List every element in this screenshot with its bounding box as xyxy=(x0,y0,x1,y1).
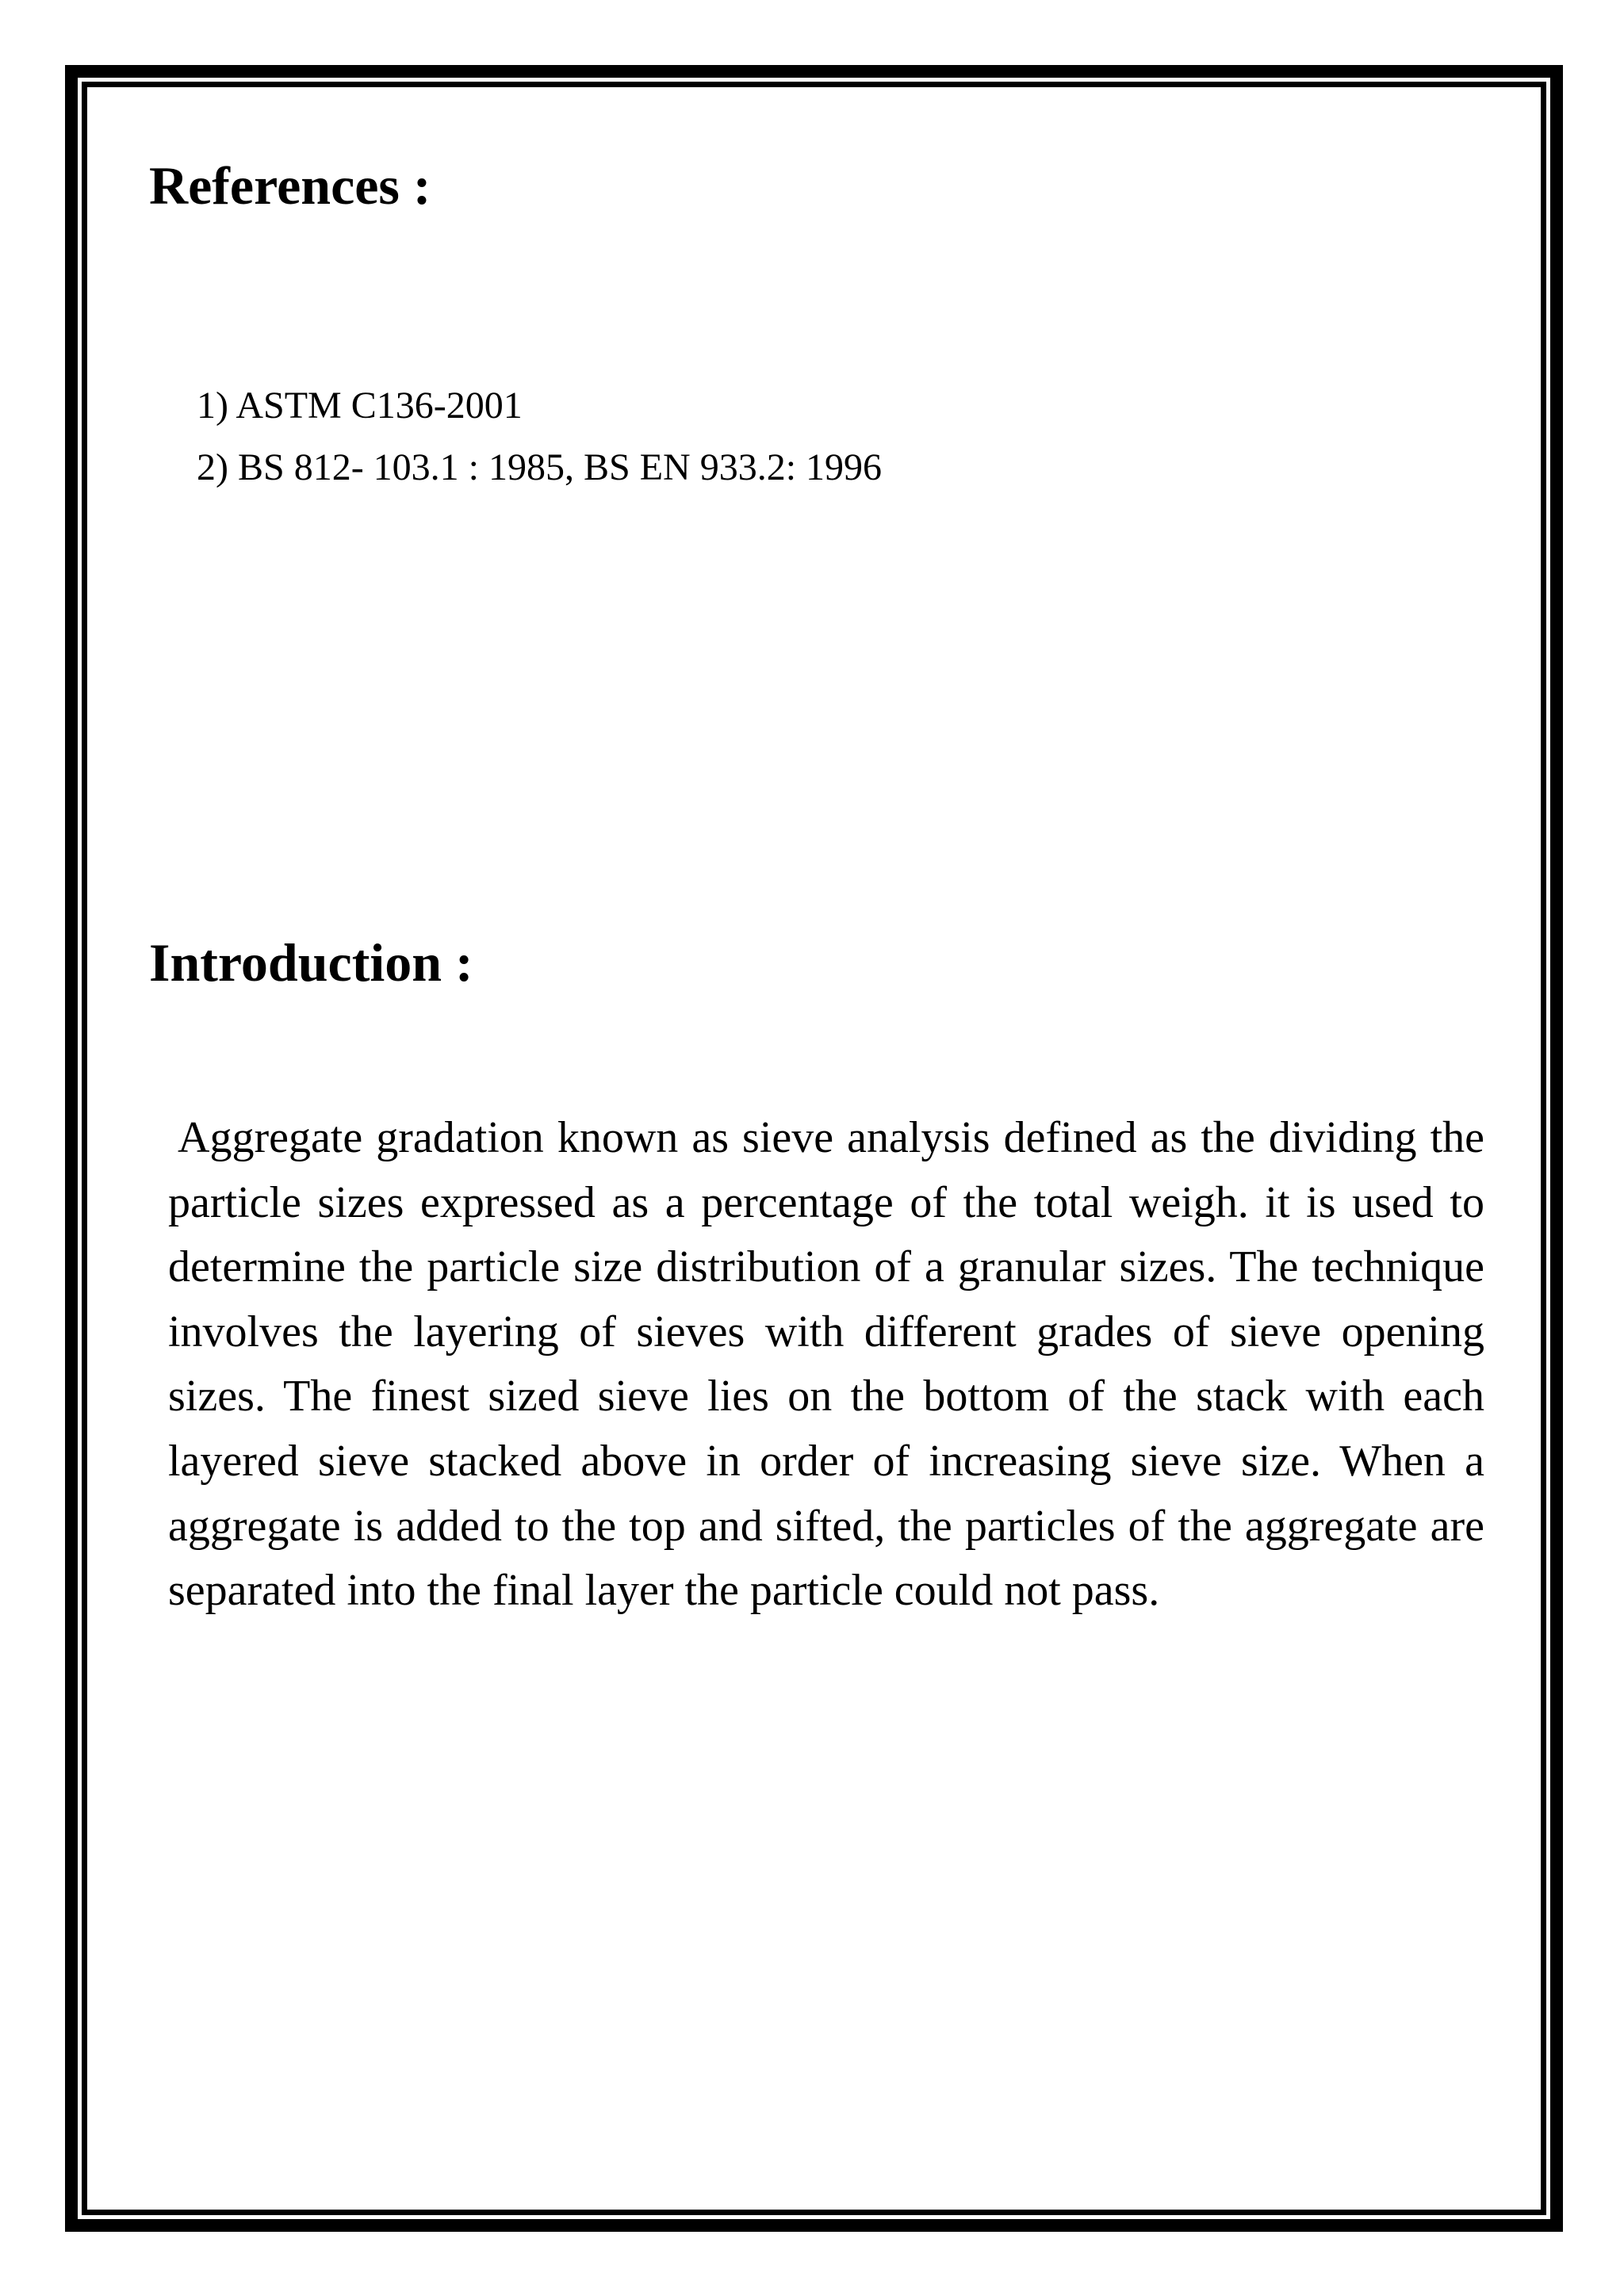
introduction-paragraph: Aggregate gradation known as sieve analysis defined as the dividing the particle sizes expressed as a percentage of the total weigh. it is used to determine the particle size distribution of a granular sizes. The technique involves the layering of sieves with different grades of sieve opening sizes. The finest sized sieve lies on the bottom of the stack with each layered sieve stacked above in order of increasing sieve size. When a aggregate is added to the top and sifted, the particles of the aggregate are separated into the final layer the particle could not pass. xyxy=(168,1113,1484,1616)
reference-item: 2) BS 812- 103.1 : 1985, BS EN 933.2: 1996 xyxy=(197,446,883,488)
references-heading: References : xyxy=(149,155,431,216)
introduction-heading: Introduction : xyxy=(149,932,473,993)
reference-item: 1) ASTM C136-2001 xyxy=(197,385,523,427)
references-list xyxy=(197,375,882,499)
